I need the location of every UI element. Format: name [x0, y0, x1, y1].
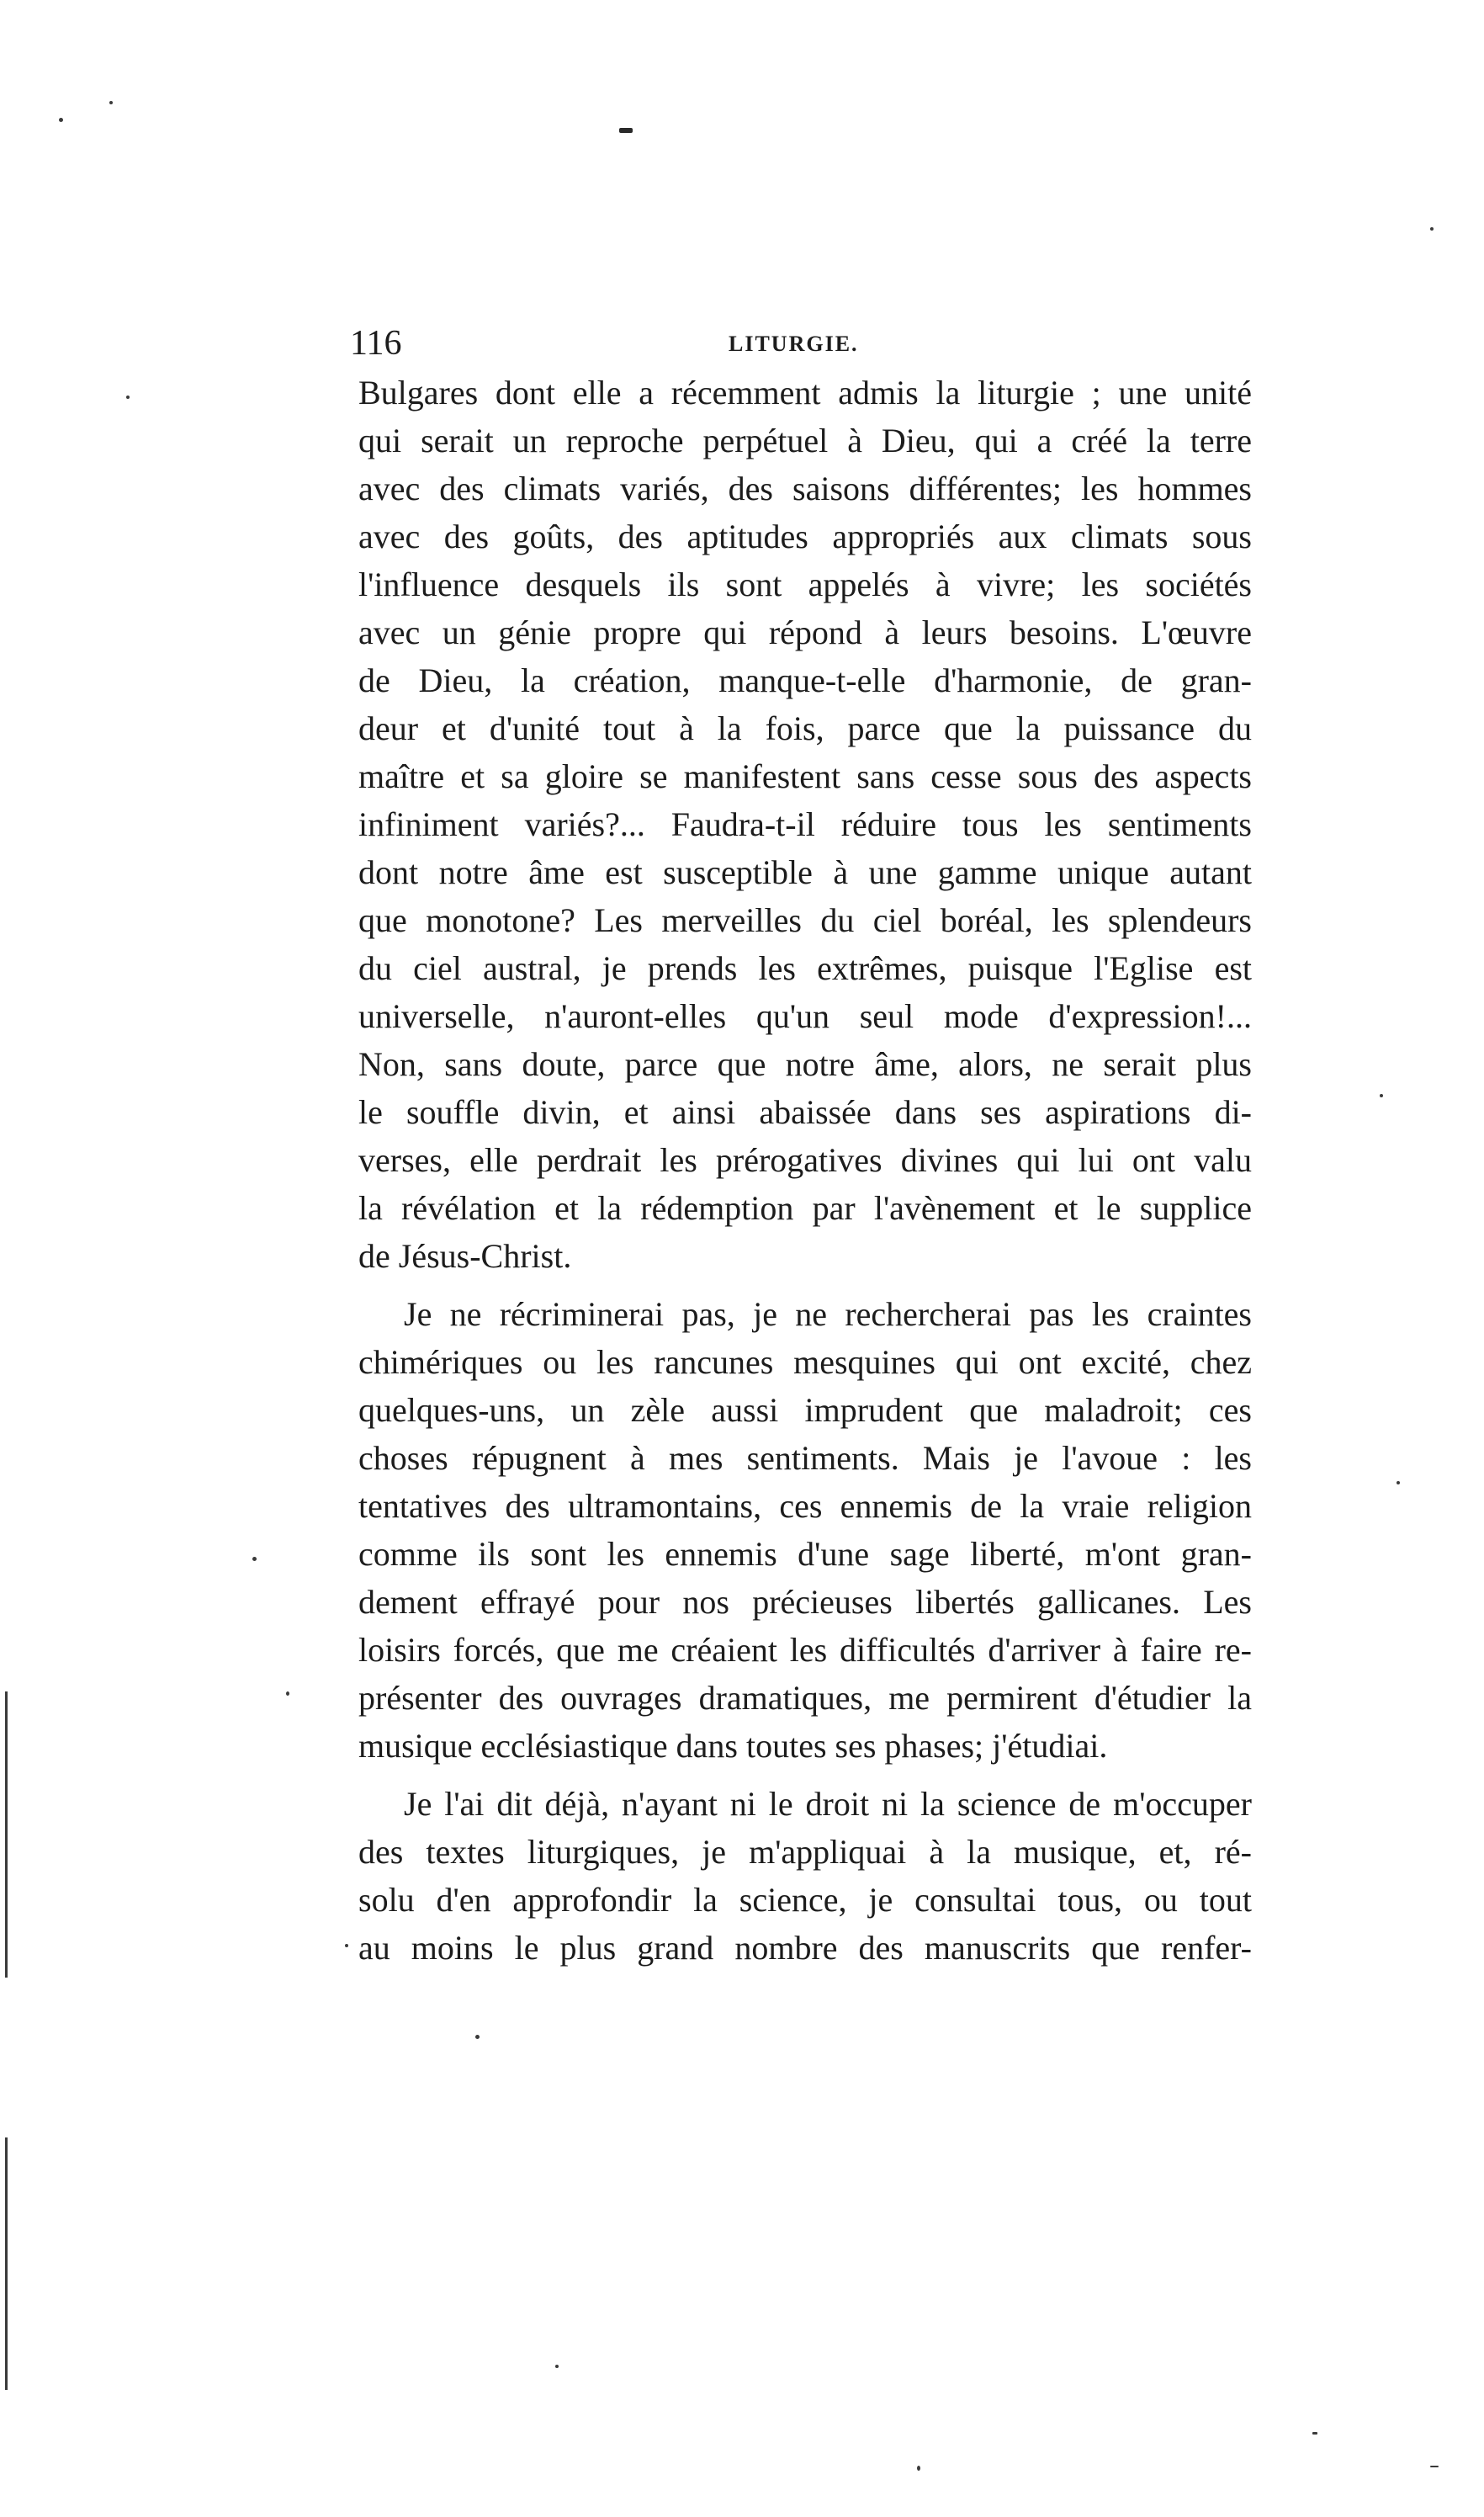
text-line: qui serait un reproche perpétuel à Dieu, qui a créé la terre [358, 422, 1252, 459]
text-line: Je ne récriminerai pas, je ne rechercherai pas les craintes [404, 1295, 1252, 1333]
text-line: loisirs forcés, que me créaient les difficultés d'arriver à faire re- [358, 1631, 1252, 1669]
scan-speck [252, 1557, 257, 1561]
text-line: le souffle divin, et ainsi abaissée dans ses aspirations di- [358, 1093, 1252, 1131]
text-line: des textes liturgiques, je m'appliquai à la musique, et, ré- [358, 1833, 1252, 1871]
scan-speck [475, 2035, 480, 2039]
text-line: solu d'en approfondir la science, je consultai tous, ou tout [358, 1881, 1252, 1919]
running-head: LITURGIE. [729, 332, 859, 356]
text-line: choses répugnent à mes sentiments. Mais je l'avoue : les [358, 1439, 1252, 1477]
text-line: avec des climats variés, des saisons différentes; les hommes [358, 470, 1252, 507]
scan-edge-line [5, 2137, 8, 2390]
text-line: Je l'ai dit déjà, n'ayant ni le droit ni la science de m'occuper [404, 1785, 1252, 1823]
text-line: l'influence desquels ils sont appelés à vivre; les sociétés [358, 566, 1252, 603]
scan-speck [1430, 227, 1434, 231]
text-line: tentatives des ultramontains, ces ennemis de la vraie religion [358, 1487, 1252, 1525]
text-line: au moins le plus grand nombre des manuscrits que renfer- [358, 1929, 1252, 1967]
scan-edge-line [5, 1691, 8, 1978]
text-line: avec des goûts, des aptitudes appropriés aux climats sous [358, 518, 1252, 555]
text-line: musique ecclésiastique dans toutes ses phases; j'étudiai. [358, 1727, 1108, 1765]
scan-speck [1430, 2466, 1439, 2467]
text-line: la révélation et la rédemption par l'avènement et le supplice [358, 1189, 1252, 1227]
text-line: universelle, n'auront-elles qu'un seul mode d'expression!... [358, 997, 1252, 1035]
text-line: quelques-uns, un zèle aussi imprudent que maladroit; ces [358, 1391, 1252, 1429]
scan-speck [59, 118, 63, 122]
page-header [350, 322, 1259, 364]
scan-speck [1397, 1481, 1400, 1484]
text-line: de Jésus-Christ. [358, 1237, 572, 1275]
body-text [358, 369, 1252, 1972]
text-line: dement effrayé pour nos précieuses libertés gallicanes. Les [358, 1583, 1252, 1621]
scan-speck [286, 1691, 289, 1696]
scan-speck [1380, 1094, 1383, 1097]
text-line: deur et d'unité tout à la fois, parce que la puissance du [358, 709, 1252, 747]
scan-speck [555, 2365, 559, 2368]
text-line: du ciel austral, je prends les extrêmes, puisque l'Eglise est [358, 949, 1252, 987]
text-line: Non, sans doute, parce que notre âme, alors, ne serait plus [358, 1045, 1252, 1083]
scan-speck [109, 101, 113, 104]
text-line: avec un génie propre qui répond à leurs besoins. L'œuvre [358, 613, 1252, 651]
text-line: maître et sa gloire se manifestent sans cesse sous des aspects [358, 757, 1252, 795]
scan-speck [126, 396, 130, 399]
text-line: verses, elle perdrait les prérogatives divines qui lui ont valu [358, 1141, 1252, 1179]
text-line: infiniment variés?... Faudra-t-il réduire tous les sentiments [358, 805, 1252, 843]
text-line: Bulgares dont elle a récemment admis la liturgie ; une unité [358, 374, 1252, 412]
printer-dash-mark [619, 128, 633, 133]
text-line: chimériques ou les rancunes mesquines qui ont excité, chez [358, 1343, 1252, 1381]
page-number: 116 [350, 324, 402, 363]
paragraph-gap [358, 1770, 1252, 1780]
scan-speck [345, 1944, 348, 1947]
text-line: comme ils sont les ennemis d'une sage liberté, m'ont gran- [358, 1535, 1252, 1573]
text-line: présenter des ouvrages dramatiques, me permirent d'étudier la [358, 1679, 1252, 1717]
paragraph-1 [358, 369, 1252, 1280]
text-line: de Dieu, la création, manque-t-elle d'harmonie, de gran- [358, 661, 1252, 699]
paragraph-gap [358, 1280, 1252, 1290]
paragraph-2 [358, 1290, 1252, 1770]
text-line: que monotone? Les merveilles du ciel boréal, les splendeurs [358, 901, 1252, 939]
scan-speck [1312, 2432, 1317, 2435]
paragraph-3 [358, 1780, 1252, 1972]
text-line: dont notre âme est susceptible à une gamme unique autant [358, 853, 1252, 891]
scan-speck [917, 2466, 920, 2471]
